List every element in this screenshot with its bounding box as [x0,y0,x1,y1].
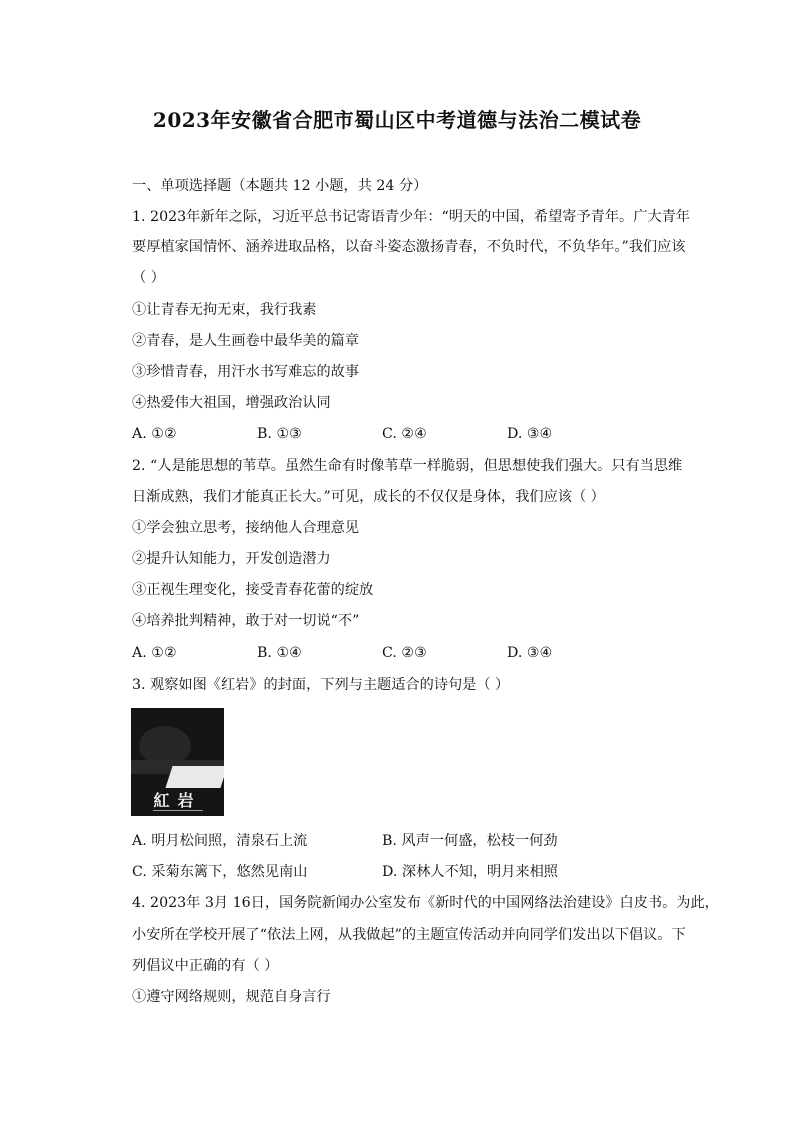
q2-item-2: ②提升认知能力，开发创造潜力 [132,551,331,567]
q3-option-b: B. 风声一何盛，松枝一何劲 [382,833,558,849]
q3-stem-line1: 3. 观察如图《红岩》的封面，下列与主题适合的诗句是（ ） [132,677,510,693]
q1-stem-line1: 1. 2023年新年之际，习近平总书记寄语青少年：“明天的中国，希望寄予青年。广大青年 [132,209,690,225]
q1-item-4: ④热爱伟大祖国，增强政治认同 [132,395,331,411]
q1-stem-line3: （ ） [132,270,165,286]
q1-item-1: ①让青春无拘无束，我行我素 [132,302,317,318]
q3-option-d: D. 深林人不知，明月来相照 [382,864,558,880]
q2-item-1: ①学会独立思考，接纳他人合理意见 [132,520,360,536]
q1-option-a: A. ①② [132,426,177,442]
cover-title: 紅岩 [153,791,202,810]
q1-option-d: D. ③④ [507,426,553,442]
exam-title: 2023年安徽省合肥市蜀山区中考道德与法治二模试卷 [152,108,642,132]
q2-stem-line1: 2. “人是能思想的苇草。虽然生命有时像苇草一样脆弱，但思想使我们强大。只有当思维 [132,458,683,474]
q4-item-1: ①遵守网络规则，规范自身言行 [132,989,331,1005]
q3-option-c: C. 采菊东篱下，悠然见南山 [132,864,308,880]
q1-option-b: B. ①③ [257,426,302,442]
q1-item-2: ②青春，是人生画卷中最华美的篇章 [132,333,360,349]
cover-light-stripe [165,766,224,788]
q2-option-b: B. ①④ [257,645,302,661]
q2-item-4: ④培养批判精神，敢于对一切说“不” [132,613,360,629]
q2-item-3: ③正视生理变化，接受青春花蕾的绽放 [132,582,374,598]
q4-stem-line1: 4. 2023年 3月 16日，国务院新闻办公室发布《新时代的中国网络法治建设》白皮书。为此， [132,895,719,911]
section-heading: 一、单项选择题（本题共 12 小题，共 24 分） [132,178,428,194]
q1-stem-line2: 要厚植家国情怀、涵养进取品格，以奋斗姿态激扬青春，不负时代，不负华年。”我们应该 [132,239,686,255]
q2-option-d: D. ③④ [507,645,553,661]
q2-stem-line2: 日渐成熟，我们才能真正长大。”可见，成长的不仅仅是身体，我们应该（ ） [132,489,605,505]
cover-subtitle-line [153,810,203,811]
q1-option-c: C. ②④ [382,426,427,442]
q4-stem-line2: 小安所在学校开展了“依法上网，从我做起”的主题宣传活动并向同学们发出以下倡议。下 [132,927,686,943]
q3-option-a: A. 明月松间照，清泉石上流 [132,833,308,849]
q4-stem-line3: 列倡议中正确的有（ ） [132,958,279,974]
q1-item-3: ③珍惜青春，用汗水书写难忘的故事 [132,364,360,380]
q2-option-c: C. ②③ [382,645,427,661]
hongyan-book-cover-image [131,708,224,816]
q2-option-a: A. ①② [132,645,177,661]
